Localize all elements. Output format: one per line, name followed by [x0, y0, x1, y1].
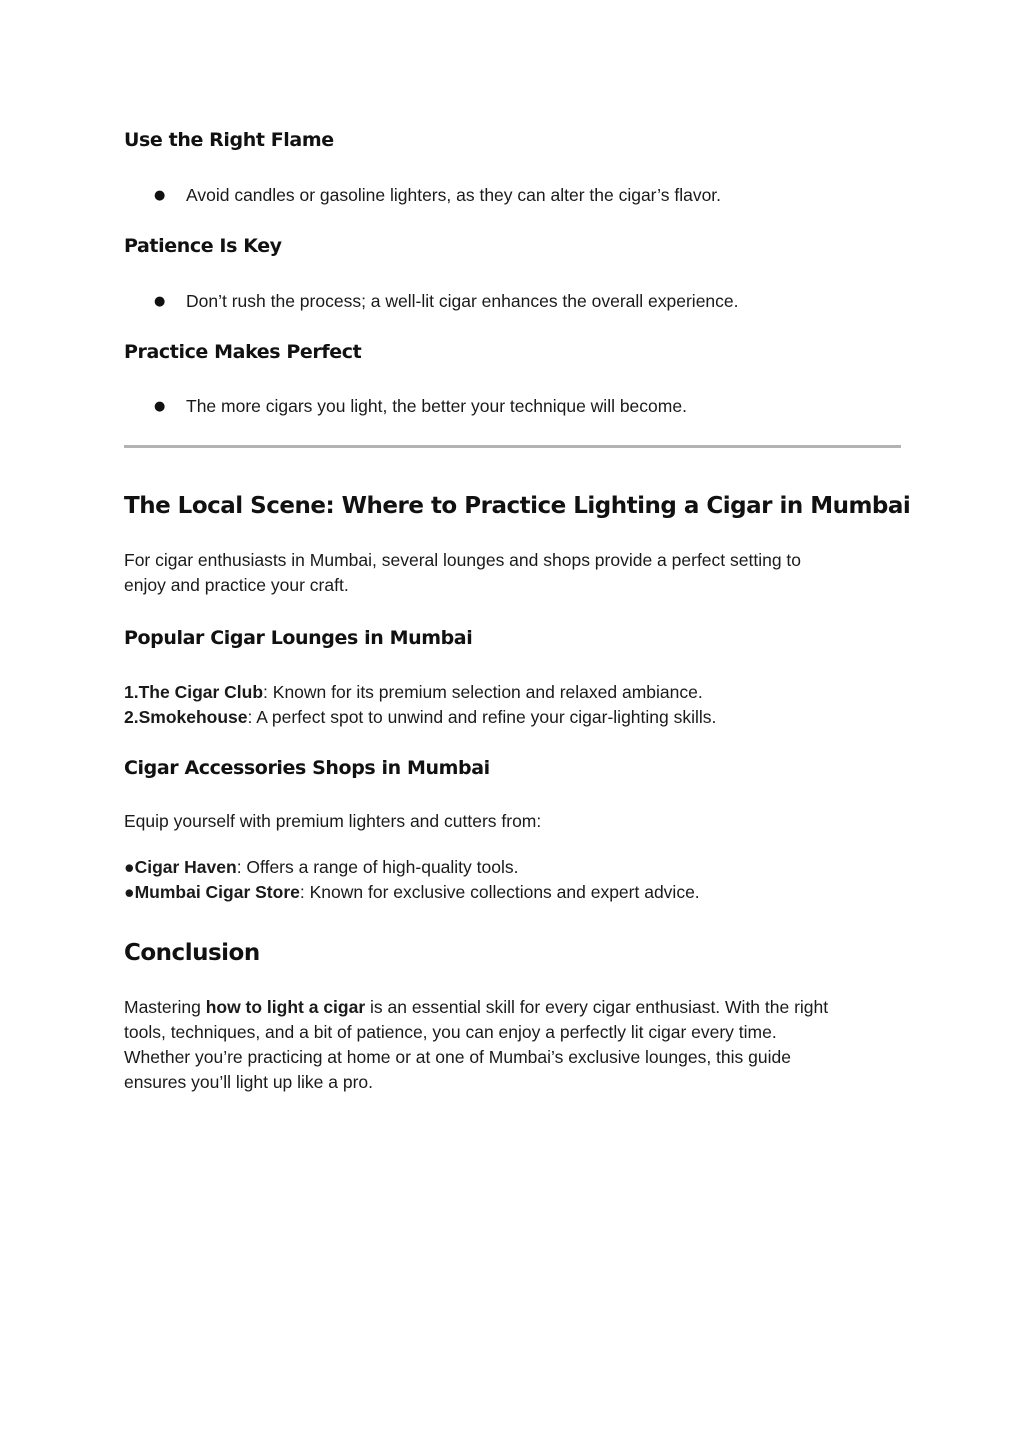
conclusion-line-1: [124, 995, 828, 1020]
local-scene-intro-line-2: enjoy and practice your craft.: [124, 575, 349, 595]
section-divider: [124, 445, 901, 448]
subheading-lounges: Popular Cigar Lounges in Mumbai: [124, 627, 473, 649]
bullet-icon: ●: [154, 399, 166, 414]
shop-name: ●Cigar Haven: [124, 857, 237, 877]
tip-text-right-flame: Avoid candles or gasoline lighters, as they can alter the cigar’s flavor.: [186, 185, 722, 205]
list-item-shop: [124, 855, 518, 880]
tip-text-patience: Don’t rush the process; a well-lit cigar enhances the overall experience.: [186, 291, 739, 311]
list-item-shop: [124, 880, 700, 905]
conclusion-bold-phrase: how to light a cigar: [205, 997, 366, 1017]
conclusion-line-4: ensures you’ll light up like a pro.: [124, 1072, 374, 1092]
tip-heading-right-flame: Use the Right Flame: [124, 129, 334, 151]
shops-intro: Equip yourself with premium lighters and cutters from:: [124, 811, 542, 831]
bullet-icon: ●: [154, 294, 166, 309]
lounge-name: 1.The Cigar Club: [124, 682, 264, 702]
bullet-icon: ●: [154, 188, 166, 203]
section-heading-conclusion: Conclusion: [124, 940, 260, 966]
local-scene-intro-line-1: For cigar enthusiasts in Mumbai, several lounges and shops provide a perfect setting to: [124, 550, 802, 570]
section-heading-local-scene: The Local Scene: Where to Practice Lighting a Cigar in Mumbai: [124, 493, 911, 519]
tip-heading-patience: Patience Is Key: [124, 235, 282, 257]
shop-name: ●Mumbai Cigar Store: [124, 882, 300, 902]
shop-description: : Offers a range of high-quality tools.: [236, 857, 519, 877]
lounge-description: : A perfect spot to unwind and refine your cigar-lighting skills.: [247, 707, 717, 727]
list-item-lounge: [124, 680, 703, 705]
conclusion-line-3: Whether you’re practicing at home or at one of Mumbai’s exclusive lounges, this guide: [124, 1047, 791, 1067]
conclusion-suffix: is an essential skill for every cigar enthusiast. With the right: [365, 997, 829, 1017]
list-item-lounge: [124, 705, 716, 730]
tip-text-practice: The more cigars you light, the better your technique will become.: [186, 396, 687, 416]
conclusion-line-2: tools, techniques, and a bit of patience, you can enjoy a perfectly lit cigar every time.: [124, 1022, 777, 1042]
lounge-name: 2.Smokehouse: [124, 707, 248, 727]
lounge-description: : Known for its premium selection and relaxed ambiance.: [263, 682, 703, 702]
subheading-shops: Cigar Accessories Shops in Mumbai: [124, 757, 490, 779]
conclusion-prefix: Mastering: [124, 997, 206, 1017]
shop-description: : Known for exclusive collections and expert advice.: [299, 882, 700, 902]
tip-heading-practice: Practice Makes Perfect: [124, 341, 362, 363]
